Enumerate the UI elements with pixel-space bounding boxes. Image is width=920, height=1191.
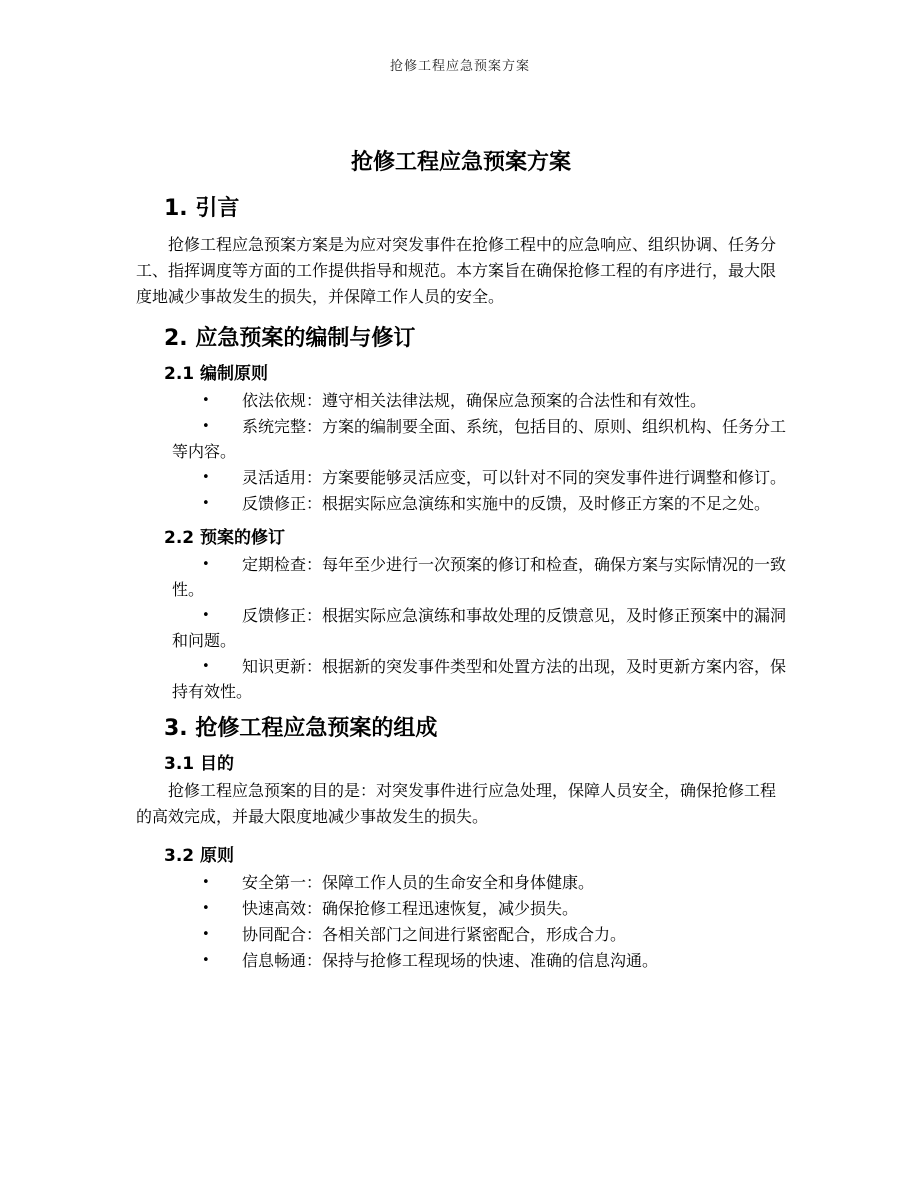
bullet-icon: • bbox=[202, 901, 210, 916]
section-2-1-list bbox=[136, 388, 786, 516]
list-item: • 系统完整：方案的编制要全面、系统，包括目的、原则、组织机构、任务分工等内容。 bbox=[136, 414, 786, 464]
section-3-2-list bbox=[136, 870, 786, 973]
bullet-icon: • bbox=[202, 496, 210, 511]
list-item: • 安全第一：保障工作人员的生命安全和身体健康。 bbox=[136, 870, 786, 895]
section-3-2-heading: 3.2 原则 bbox=[164, 846, 235, 866]
document-body bbox=[136, 140, 786, 983]
section-2-1-heading: 2.1 编制原则 bbox=[164, 364, 269, 384]
section-2-2-list bbox=[136, 552, 786, 704]
list-item: • 依法依规：遵守相关法律法规，确保应急预案的合法性和有效性。 bbox=[136, 388, 786, 413]
section-3-1-paragraph: 抢修工程应急预案的目的是：对突发事件进行应急处理，保障人员安全，确保抢修工程的高效完成，并最大限度地减少事故发生的损失。 bbox=[136, 781, 777, 826]
list-item: • 信息畅通：保持与抢修工程现场的快速、准确的信息沟通。 bbox=[136, 948, 786, 973]
section-2-heading: 2. 应急预案的编制与修订 bbox=[164, 326, 416, 351]
list-item: • 反馈修正：根据实际应急演练和实施中的反馈，及时修正方案的不足之处。 bbox=[136, 491, 786, 516]
section-1-paragraph: 抢修工程应急预案方案是为应对突发事件在抢修工程中的应急响应、组织协调、任务分工、指挥调度等方面的工作提供指导和规范。本方案旨在确保抢修工程的有序进行，最大限度地减少事故发生的损失，并保障工作人员的安全。 bbox=[136, 235, 777, 306]
section-1-heading: 1. 引言 bbox=[164, 196, 240, 221]
bullet-icon: • bbox=[202, 659, 210, 674]
document-title: 抢修工程应急预案方案 bbox=[350, 150, 571, 175]
bullet-icon: • bbox=[202, 419, 210, 434]
list-item: • 反馈修正：根据实际应急演练和事故处理的反馈意见，及时修正预案中的漏洞和问题。 bbox=[136, 603, 786, 653]
section-2-2-heading: 2.2 预案的修订 bbox=[164, 528, 286, 548]
section-3-1-heading: 3.1 目的 bbox=[164, 754, 235, 774]
list-item: • 灵活适用：方案要能够灵活应变，可以针对不同的突发事件进行调整和修订。 bbox=[136, 465, 786, 490]
list-item: • 定期检查：每年至少进行一次预案的修订和检查，确保方案与实际情况的一致性。 bbox=[136, 552, 786, 602]
section-3-heading: 3. 抢修工程应急预案的组成 bbox=[164, 716, 438, 741]
list-item: • 协同配合：各相关部门之间进行紧密配合，形成合力。 bbox=[136, 922, 786, 947]
list-item: • 快速高效：确保抢修工程迅速恢复，减少损失。 bbox=[136, 896, 786, 921]
list-item: • 知识更新：根据新的突发事件类型和处置方法的出现，及时更新方案内容，保持有效性。 bbox=[136, 654, 786, 704]
bullet-icon: • bbox=[202, 470, 210, 485]
bullet-icon: • bbox=[202, 393, 210, 408]
bullet-icon: • bbox=[202, 953, 210, 968]
bullet-icon: • bbox=[202, 927, 210, 942]
bullet-icon: • bbox=[202, 608, 210, 623]
bullet-icon: • bbox=[202, 875, 210, 890]
bullet-icon: • bbox=[202, 557, 210, 572]
running-header: 抢修工程应急预案方案 bbox=[389, 59, 530, 74]
